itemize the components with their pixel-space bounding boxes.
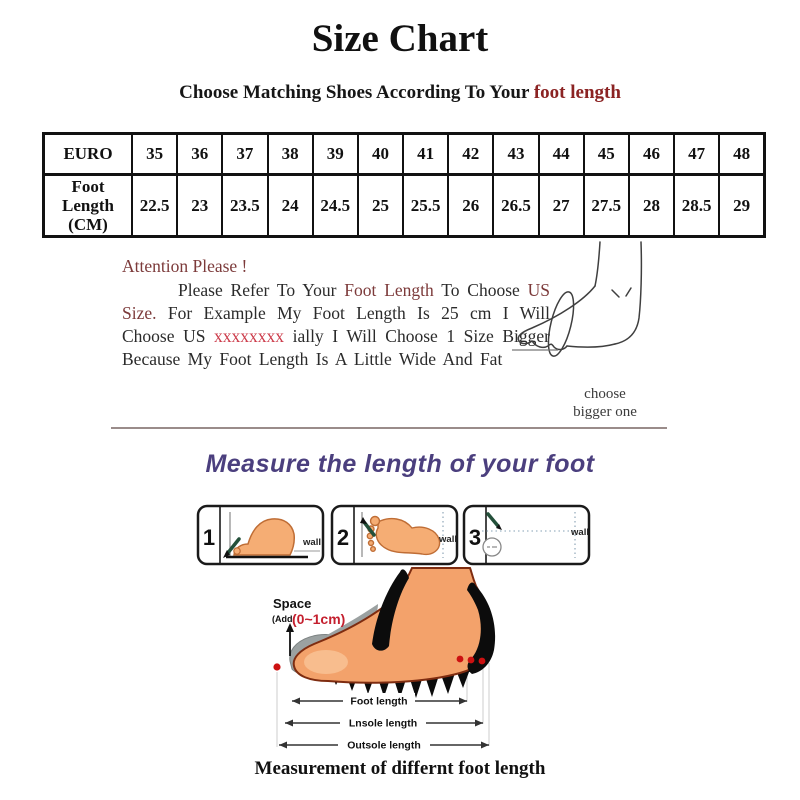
euro-size-cell: 45 [584,134,629,175]
foot-length-cell: 24.5 [313,175,358,237]
step-panel-2 [330,504,459,566]
euro-size-cell: 37 [222,134,267,175]
attention-block [122,256,550,371]
subtitle-text: Choose Matching Shoes According To Your [179,82,534,103]
foot-length-cell: 28.5 [674,175,719,237]
foot-length-cell: 22.5 [132,175,177,237]
euro-size-cell: 35 [132,134,177,175]
euro-size-cell: 43 [493,134,538,175]
foot-length-cell: 25.5 [403,175,448,237]
foot-length-header-cell: Foot Length (CM) [44,175,133,237]
wall-label: wall [571,527,589,538]
step-number: 1 [202,525,216,550]
euro-size-cell: 47 [674,134,719,175]
attention-paragraph: Please Refer To Your Foot Length To Choose US Size. For Example My Foot Length Is 25 cm I Will Choose US xxxxxxxx ially I Will Choose 1 Size Bigger Because My Foot Length Is A Little Wide And Fat [122,280,551,370]
outsole-length-label: Outsole length [347,739,421,752]
step-panel-1 [196,504,325,566]
subtitle-accent: foot length [533,82,621,103]
size-table [42,132,766,238]
section-divider [111,427,667,429]
euro-size-cell: 44 [539,134,584,175]
space-range-label: (0~1cm) [292,611,346,627]
foot-length-cell: 26 [448,175,493,237]
bottom-caption: Measurement of differnt foot length [254,758,546,779]
wall-label: wall [439,534,457,545]
foot-length-cell: 28 [629,175,674,237]
big-shoe-illustration [248,566,563,758]
foot-length-label: Foot length [350,695,408,708]
euro-header-cell: EURO [44,134,133,175]
cm-circle-icon [483,538,501,556]
insole-length-label: Lnsole length [348,717,418,730]
euro-size-cell: 39 [313,134,358,175]
euro-size-cell: 41 [403,134,448,175]
euro-size-cell: 46 [629,134,674,175]
foot-length-cell: 23.5 [222,175,267,237]
step-panel-3 [462,504,591,566]
space-add-label: (Add [272,614,293,624]
euro-size-cell: 40 [358,134,403,175]
subtitle [0,82,800,104]
measure-section-heading: Measure the length of your foot [205,450,595,478]
choose-bigger-one-label: choose bigger one [573,386,637,421]
table-row-euro [44,134,765,175]
foot-length-cell: 27.5 [584,175,629,237]
euro-size-cell: 38 [268,134,313,175]
euro-size-cell: 48 [719,134,764,175]
table-row-foot-length [44,175,765,237]
foot-length-cell: 29 [719,175,764,237]
page-title: Size Chart [311,17,489,60]
step-number: 3 [468,525,482,550]
foot-length-cell: 23 [177,175,222,237]
step-number: 2 [336,525,350,550]
euro-size-cell: 42 [448,134,493,175]
foot-length-cell: 24 [268,175,313,237]
foot-length-cell: 27 [539,175,584,237]
wall-label: wall [303,537,321,548]
foot-length-cell: 25 [358,175,403,237]
attention-heading: Attention Please ! [122,256,248,276]
space-label: Space [273,596,312,611]
euro-size-cell: 36 [177,134,222,175]
foot-length-cell: 26.5 [493,175,538,237]
